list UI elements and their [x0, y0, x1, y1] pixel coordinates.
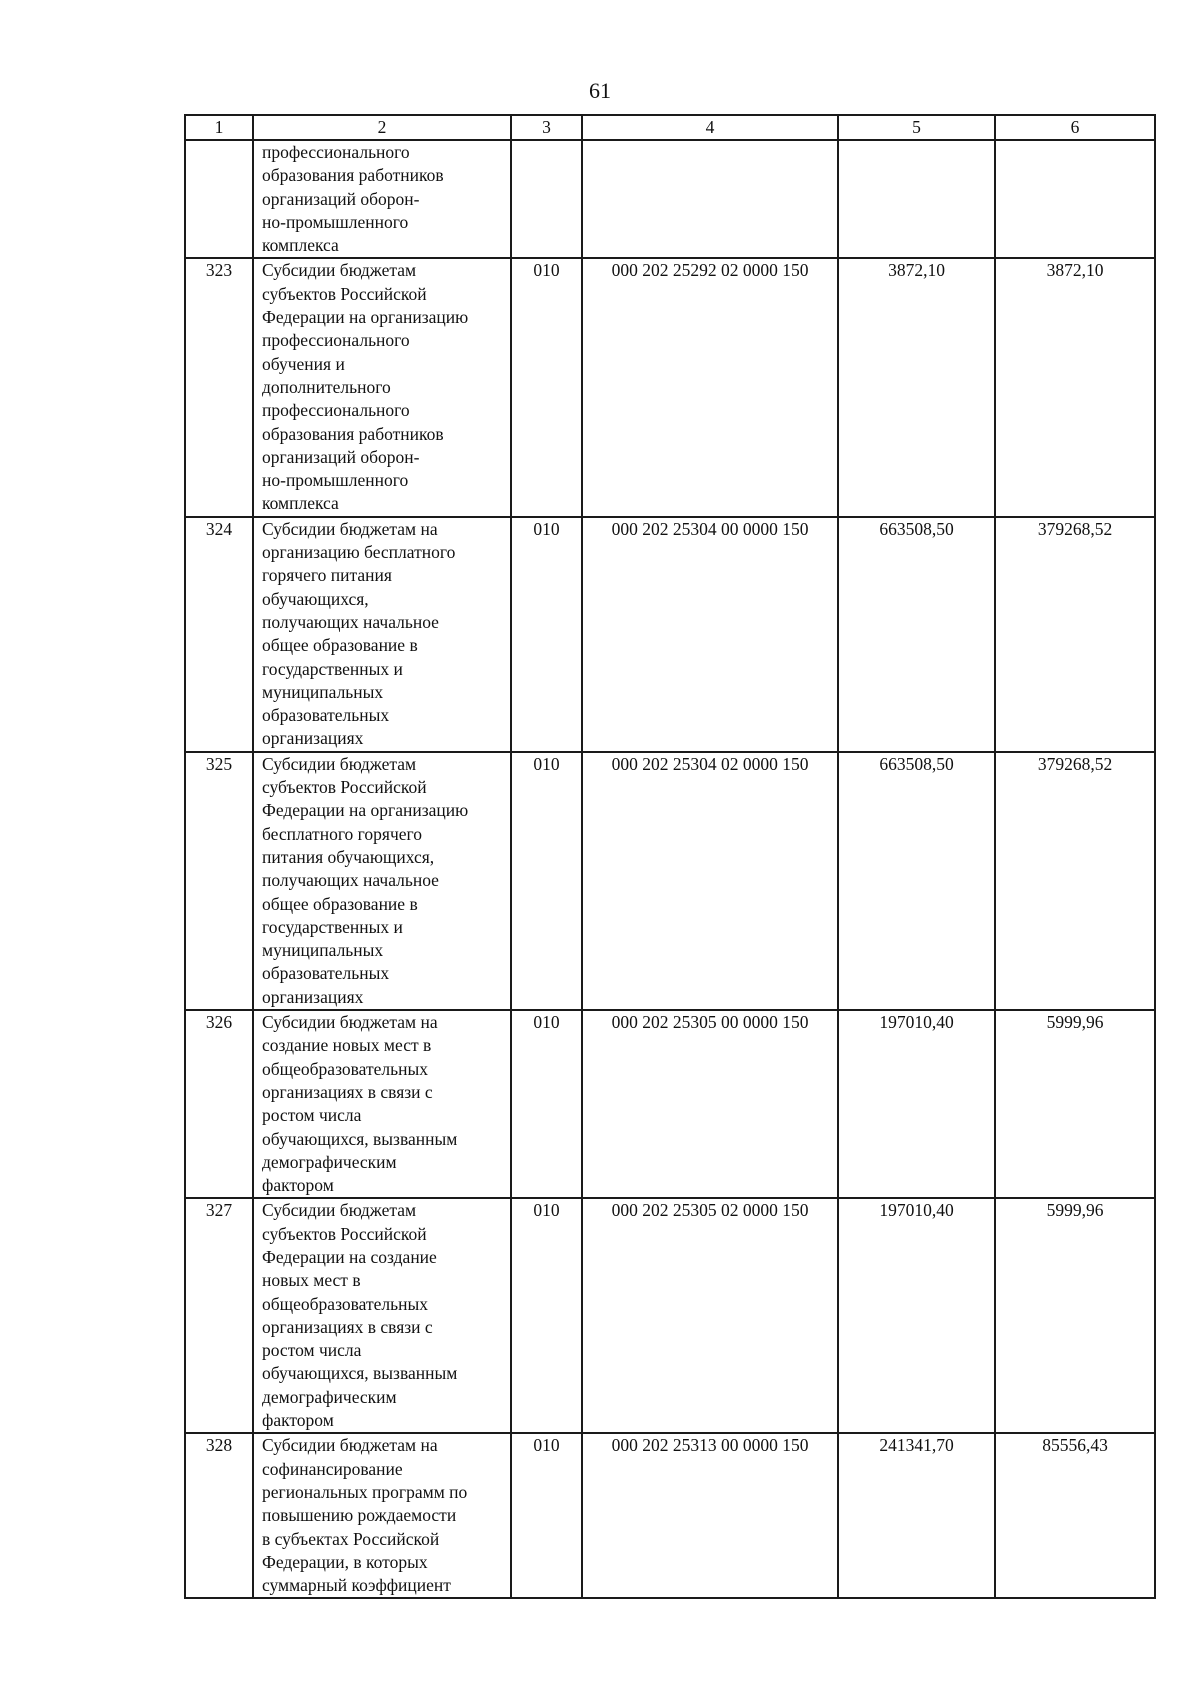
row-amount-plan: 663508,50 — [838, 752, 995, 1010]
table-row — [185, 752, 1155, 1010]
row-amount-plan: 197010,40 — [838, 1198, 995, 1433]
row-budget-code: 000 202 25292 02 0000 150 — [582, 258, 838, 516]
row-amount-actual: 379268,52 — [995, 752, 1155, 1010]
row-amount-plan: 3872,10 — [838, 258, 995, 516]
column-header: 2 — [253, 115, 511, 140]
row-admin-code: 010 — [511, 258, 582, 516]
row-amount-actual: 5999,96 — [995, 1198, 1155, 1433]
column-header: 3 — [511, 115, 582, 140]
row-description: Субсидии бюджетам субъектов Российской Федерации на организацию профессионального обучения и дополнительного профессионального образования работников организаций оборон- но-промышленного комплекса — [253, 258, 511, 516]
column-header: 4 — [582, 115, 838, 140]
row-number — [185, 140, 253, 258]
row-admin-code: 010 — [511, 517, 582, 752]
row-description: Субсидии бюджетам субъектов Российской Федерации на организацию бесплатного горячего питания обучающихся, получающих начальное общее образование в государственных и муниципальных образовательных организациях — [253, 752, 511, 1010]
column-number-row — [185, 115, 1155, 140]
row-number: 324 — [185, 517, 253, 752]
table-row — [185, 140, 1155, 258]
row-admin-code: 010 — [511, 1198, 582, 1433]
row-description: Субсидии бюджетам на организацию бесплатного горячего питания обучающихся, получающих начальное общее образование в государственных и муниципальных образовательных организациях — [253, 517, 511, 752]
row-budget-code: 000 202 25304 00 0000 150 — [582, 517, 838, 752]
row-amount-actual: 5999,96 — [995, 1010, 1155, 1198]
column-header: 6 — [995, 115, 1155, 140]
row-amount-actual — [995, 140, 1155, 258]
budget-table — [184, 114, 1156, 1599]
row-number: 327 — [185, 1198, 253, 1433]
row-budget-code — [582, 140, 838, 258]
row-amount-plan: 241341,70 — [838, 1433, 995, 1598]
column-header: 5 — [838, 115, 995, 140]
row-amount-actual: 3872,10 — [995, 258, 1155, 516]
page-number: 61 — [589, 78, 611, 103]
table-row — [185, 1010, 1155, 1198]
row-budget-code: 000 202 25305 00 0000 150 — [582, 1010, 838, 1198]
table-row — [185, 517, 1155, 752]
row-admin-code: 010 — [511, 1010, 582, 1198]
row-budget-code: 000 202 25305 02 0000 150 — [582, 1198, 838, 1433]
row-number: 323 — [185, 258, 253, 516]
row-budget-code: 000 202 25304 02 0000 150 — [582, 752, 838, 1010]
row-amount-plan — [838, 140, 995, 258]
row-budget-code: 000 202 25313 00 0000 150 — [582, 1433, 838, 1598]
row-number: 328 — [185, 1433, 253, 1598]
table-row — [185, 1198, 1155, 1433]
row-amount-actual: 379268,52 — [995, 517, 1155, 752]
table-row — [185, 1433, 1155, 1598]
row-amount-plan: 663508,50 — [838, 517, 995, 752]
row-description: Субсидии бюджетам субъектов Российской Федерации на создание новых мест в общеобразовательных организациях в связи с ростом числа обучающихся, вызванным демографическим фактором — [253, 1198, 511, 1433]
row-admin-code: 010 — [511, 1433, 582, 1598]
row-amount-plan: 197010,40 — [838, 1010, 995, 1198]
row-number: 325 — [185, 752, 253, 1010]
table-row — [185, 258, 1155, 516]
row-number: 326 — [185, 1010, 253, 1198]
row-description: Субсидии бюджетам на софинансирование региональных программ по повышению рождаемости в субъектах Российской Федерации, в которых суммарный коэффициент — [253, 1433, 511, 1598]
row-admin-code: 010 — [511, 752, 582, 1010]
row-description: Субсидии бюджетам на создание новых мест в общеобразовательных организациях в связи с ростом числа обучающихся, вызванным демографическим фактором — [253, 1010, 511, 1198]
row-description: профессионального образования работников организаций оборон- но-промышленного комплекса — [253, 140, 511, 258]
row-amount-actual: 85556,43 — [995, 1433, 1155, 1598]
row-admin-code — [511, 140, 582, 258]
column-header: 1 — [185, 115, 253, 140]
